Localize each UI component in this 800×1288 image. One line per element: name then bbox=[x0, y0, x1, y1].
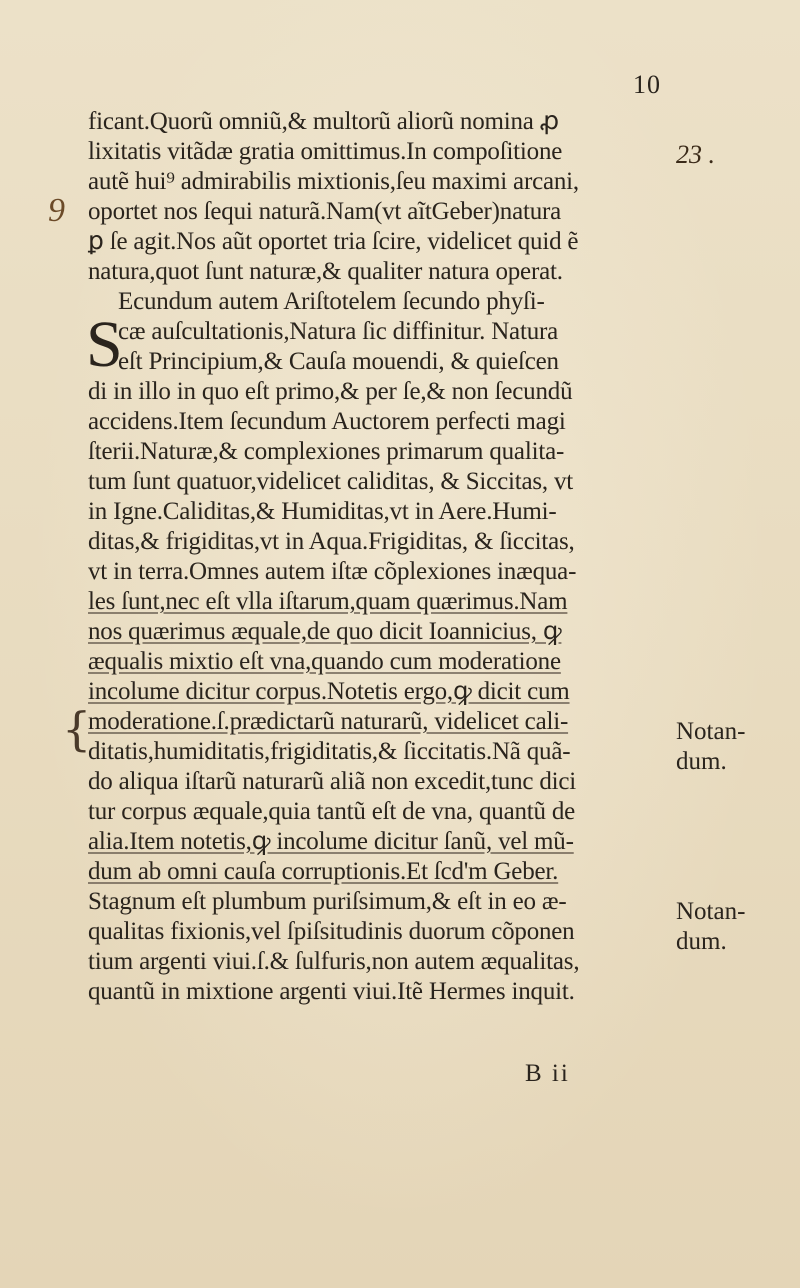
text-line: les ſunt,nec eſt vlla iſtarum,quam quærimus.Nam bbox=[88, 588, 568, 615]
marginal-note bbox=[676, 897, 745, 957]
text-line: ditas,& frigiditas,vt in Aqua.Frigiditas, & ſiccitas, bbox=[88, 528, 575, 555]
handwritten-margin-mark: 9 bbox=[48, 192, 65, 229]
text-line: æqualis mixtio eſt vna,quando cum moderatione bbox=[88, 648, 561, 675]
text-line: tum ſunt quatuor,videlicet caliditas, & Siccitas, vt bbox=[88, 468, 574, 495]
text-line: di in illo in quo eſt primo,& per ſe,& non ſecundũ bbox=[88, 378, 573, 405]
text-line: Stagnum eſt plumbum puriſsimum,& eſt in eo æ- bbox=[88, 888, 567, 915]
text-line: cæ auſcultationis,Natura ſic diffinitur. Natura bbox=[118, 318, 559, 345]
text-line: in Igne.Caliditas,& Humiditas,vt in Aere.Humi- bbox=[88, 498, 557, 525]
text-line: alia.Item notetis,ꝙ incolume dicitur ſanũ, vel mũ- bbox=[88, 828, 574, 855]
drop-cap: S bbox=[86, 308, 123, 381]
text-line: oportet nos ſequi naturã.Nam(vt aĩtGeber)natura bbox=[88, 198, 562, 225]
text-line: tium argenti viui.ſ.& ſulfuris,non autem æqualitas, bbox=[88, 948, 580, 975]
text-line: ſterii.Naturæ,& complexiones primarum qualita- bbox=[88, 438, 565, 465]
text-line: nos quærimus æquale,de quo dicit Ioannicius, ꝙ bbox=[88, 618, 562, 645]
text-line: qualitas fixionis,vel ſpiſsitudinis duorum cõponen bbox=[88, 918, 575, 945]
signature-mark: B ii bbox=[525, 1060, 570, 1087]
text-line: ditatis,humiditatis,frigiditatis,& ſiccitatis.Nã quã- bbox=[88, 738, 571, 765]
marginal-note-line: Notan- bbox=[676, 718, 746, 745]
marginal-note-line: dum. bbox=[676, 748, 727, 775]
text-line: quantũ in mixtione argenti viui.Itẽ Hermes inquit. bbox=[88, 978, 575, 1005]
text-line: Ecundum autem Ariſtotelem ſecundo phyſi- bbox=[118, 288, 545, 315]
page-number: 10 bbox=[633, 70, 661, 99]
text-line: ꝑ ſe agit.Nos aũt oportet tria ſcire, videlicet quid ẽ bbox=[88, 228, 579, 255]
text-line: do aliqua iſtarũ naturarũ aliã non excedit,tunc dici bbox=[88, 768, 577, 795]
text-line: autẽ hui⁹ admirabilis mixtionis,ſeu maximi arcani, bbox=[88, 168, 579, 195]
text-line: ficant.Quorũ omniũ,& multorũ aliorũ nomina ꝓ bbox=[88, 108, 559, 135]
body-text bbox=[88, 107, 688, 1007]
text-line: moderatione.ſ.prædictarũ naturarũ, videlicet cali- bbox=[88, 708, 569, 735]
text-line: natura,quot ſunt naturæ,& qualiter natura operat. bbox=[88, 258, 563, 285]
text-line: accidens.Item ſecundum Auctorem perfecti magi bbox=[88, 408, 566, 435]
marginal-note bbox=[676, 717, 745, 777]
marginal-note-line: Notan- bbox=[676, 898, 746, 925]
text-line: lixitatis vitãdæ gratia omittimus.In compoſitione bbox=[88, 138, 563, 165]
handwritten-folio-annotation: 23 . bbox=[676, 140, 715, 169]
text-line: vt in terra.Omnes autem iſtæ cõplexiones inæqua- bbox=[88, 558, 577, 585]
text-line: incolume dicitur corpus.Notetis ergo,ꝙ dicit cum bbox=[88, 678, 570, 705]
marginal-note-line: dum. bbox=[676, 928, 727, 955]
margin-bracket-mark: { bbox=[62, 702, 92, 756]
text-line: dum ab omni cauſa corruptionis.Et ſcd'm Geber. bbox=[88, 858, 559, 885]
text-line: eſt Principium,& Cauſa mouendi, & quieſcen bbox=[118, 348, 559, 375]
text-line: tur corpus æquale,quia tantũ eſt de vna, quantũ de bbox=[88, 798, 576, 825]
